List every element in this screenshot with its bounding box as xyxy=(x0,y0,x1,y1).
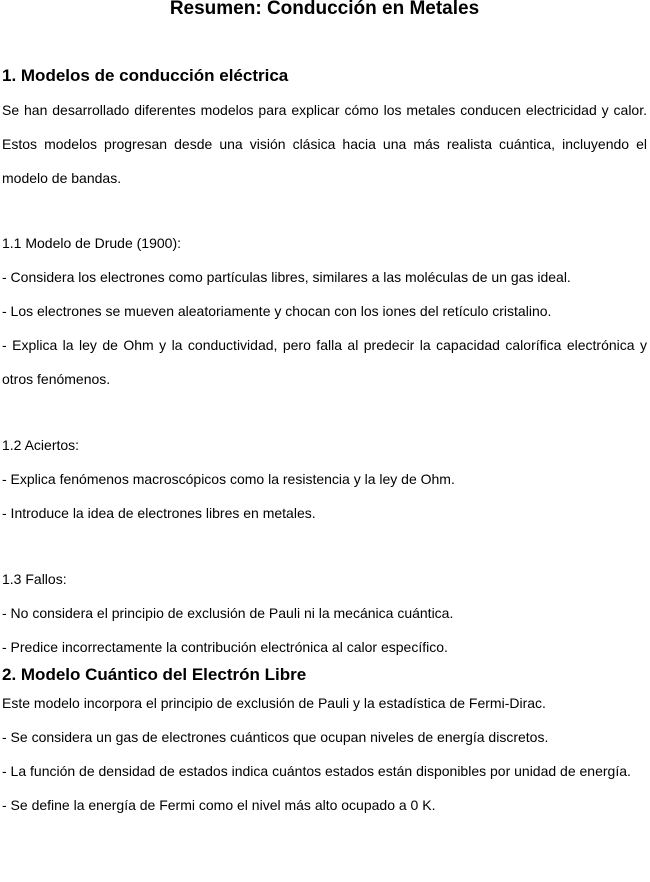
page-title: Resumen: Conducción en Metales xyxy=(169,0,480,19)
section-2-point-1: - Se considera un gas de electrones cuánticos que ocupan niveles de energía discretos. xyxy=(2,729,549,745)
fallos-point-1: - No considera el principio de exclusión de Pauli ni la mecánica cuántica. xyxy=(2,605,454,621)
section-heading-2: 2. Modelo Cuántico del Electrón Libre xyxy=(2,665,307,684)
fallos-heading: 1.3 Fallos: xyxy=(2,571,67,587)
fallos-point-2: - Predice incorrectamente la contribución electrónica al calor específico. xyxy=(2,639,448,655)
drude-point-3: - Explica la ley de Ohm y la conductividad, pero falla al predecir la capacidad calorífica electrónica y otros fenómenos. xyxy=(2,337,647,387)
aciertos-point-2: - Introduce la idea de electrones libres en metales. xyxy=(2,505,316,521)
section-1-intro: Se han desarrollado diferentes modelos para explicar cómo los metales conducen electricidad y calor. Estos modelos progresan desde una visión clásica hacia una más realista cuántica, incluyendo el modelo de bandas. xyxy=(2,102,647,186)
section-2-point-2: - La función de densidad de estados indica cuántos estados están disponibles por unidad de energía. xyxy=(2,763,631,779)
drude-heading: 1.1 Modelo de Drude (1900): xyxy=(2,235,181,251)
aciertos-point-1: - Explica fenómenos macroscópicos como la resistencia y la ley de Ohm. xyxy=(2,471,455,487)
aciertos-heading: 1.2 Aciertos: xyxy=(2,437,80,453)
section-2-point-3: - Se define la energía de Fermi como el nivel más alto ocupado a 0 K. xyxy=(2,797,436,813)
drude-point-2: - Los electrones se mueven aleatoriamente y chocan con los iones del retículo cristalino. xyxy=(2,303,552,319)
section-heading-1: 1. Modelos de conducción eléctrica xyxy=(2,66,289,85)
section-2-intro: Este modelo incorpora el principio de exclusión de Pauli y la estadística de Fermi-Dirac. xyxy=(2,695,546,711)
drude-point-1: - Considera los electrones como partículas libres, similares a las moléculas de un gas ideal. xyxy=(2,269,571,285)
